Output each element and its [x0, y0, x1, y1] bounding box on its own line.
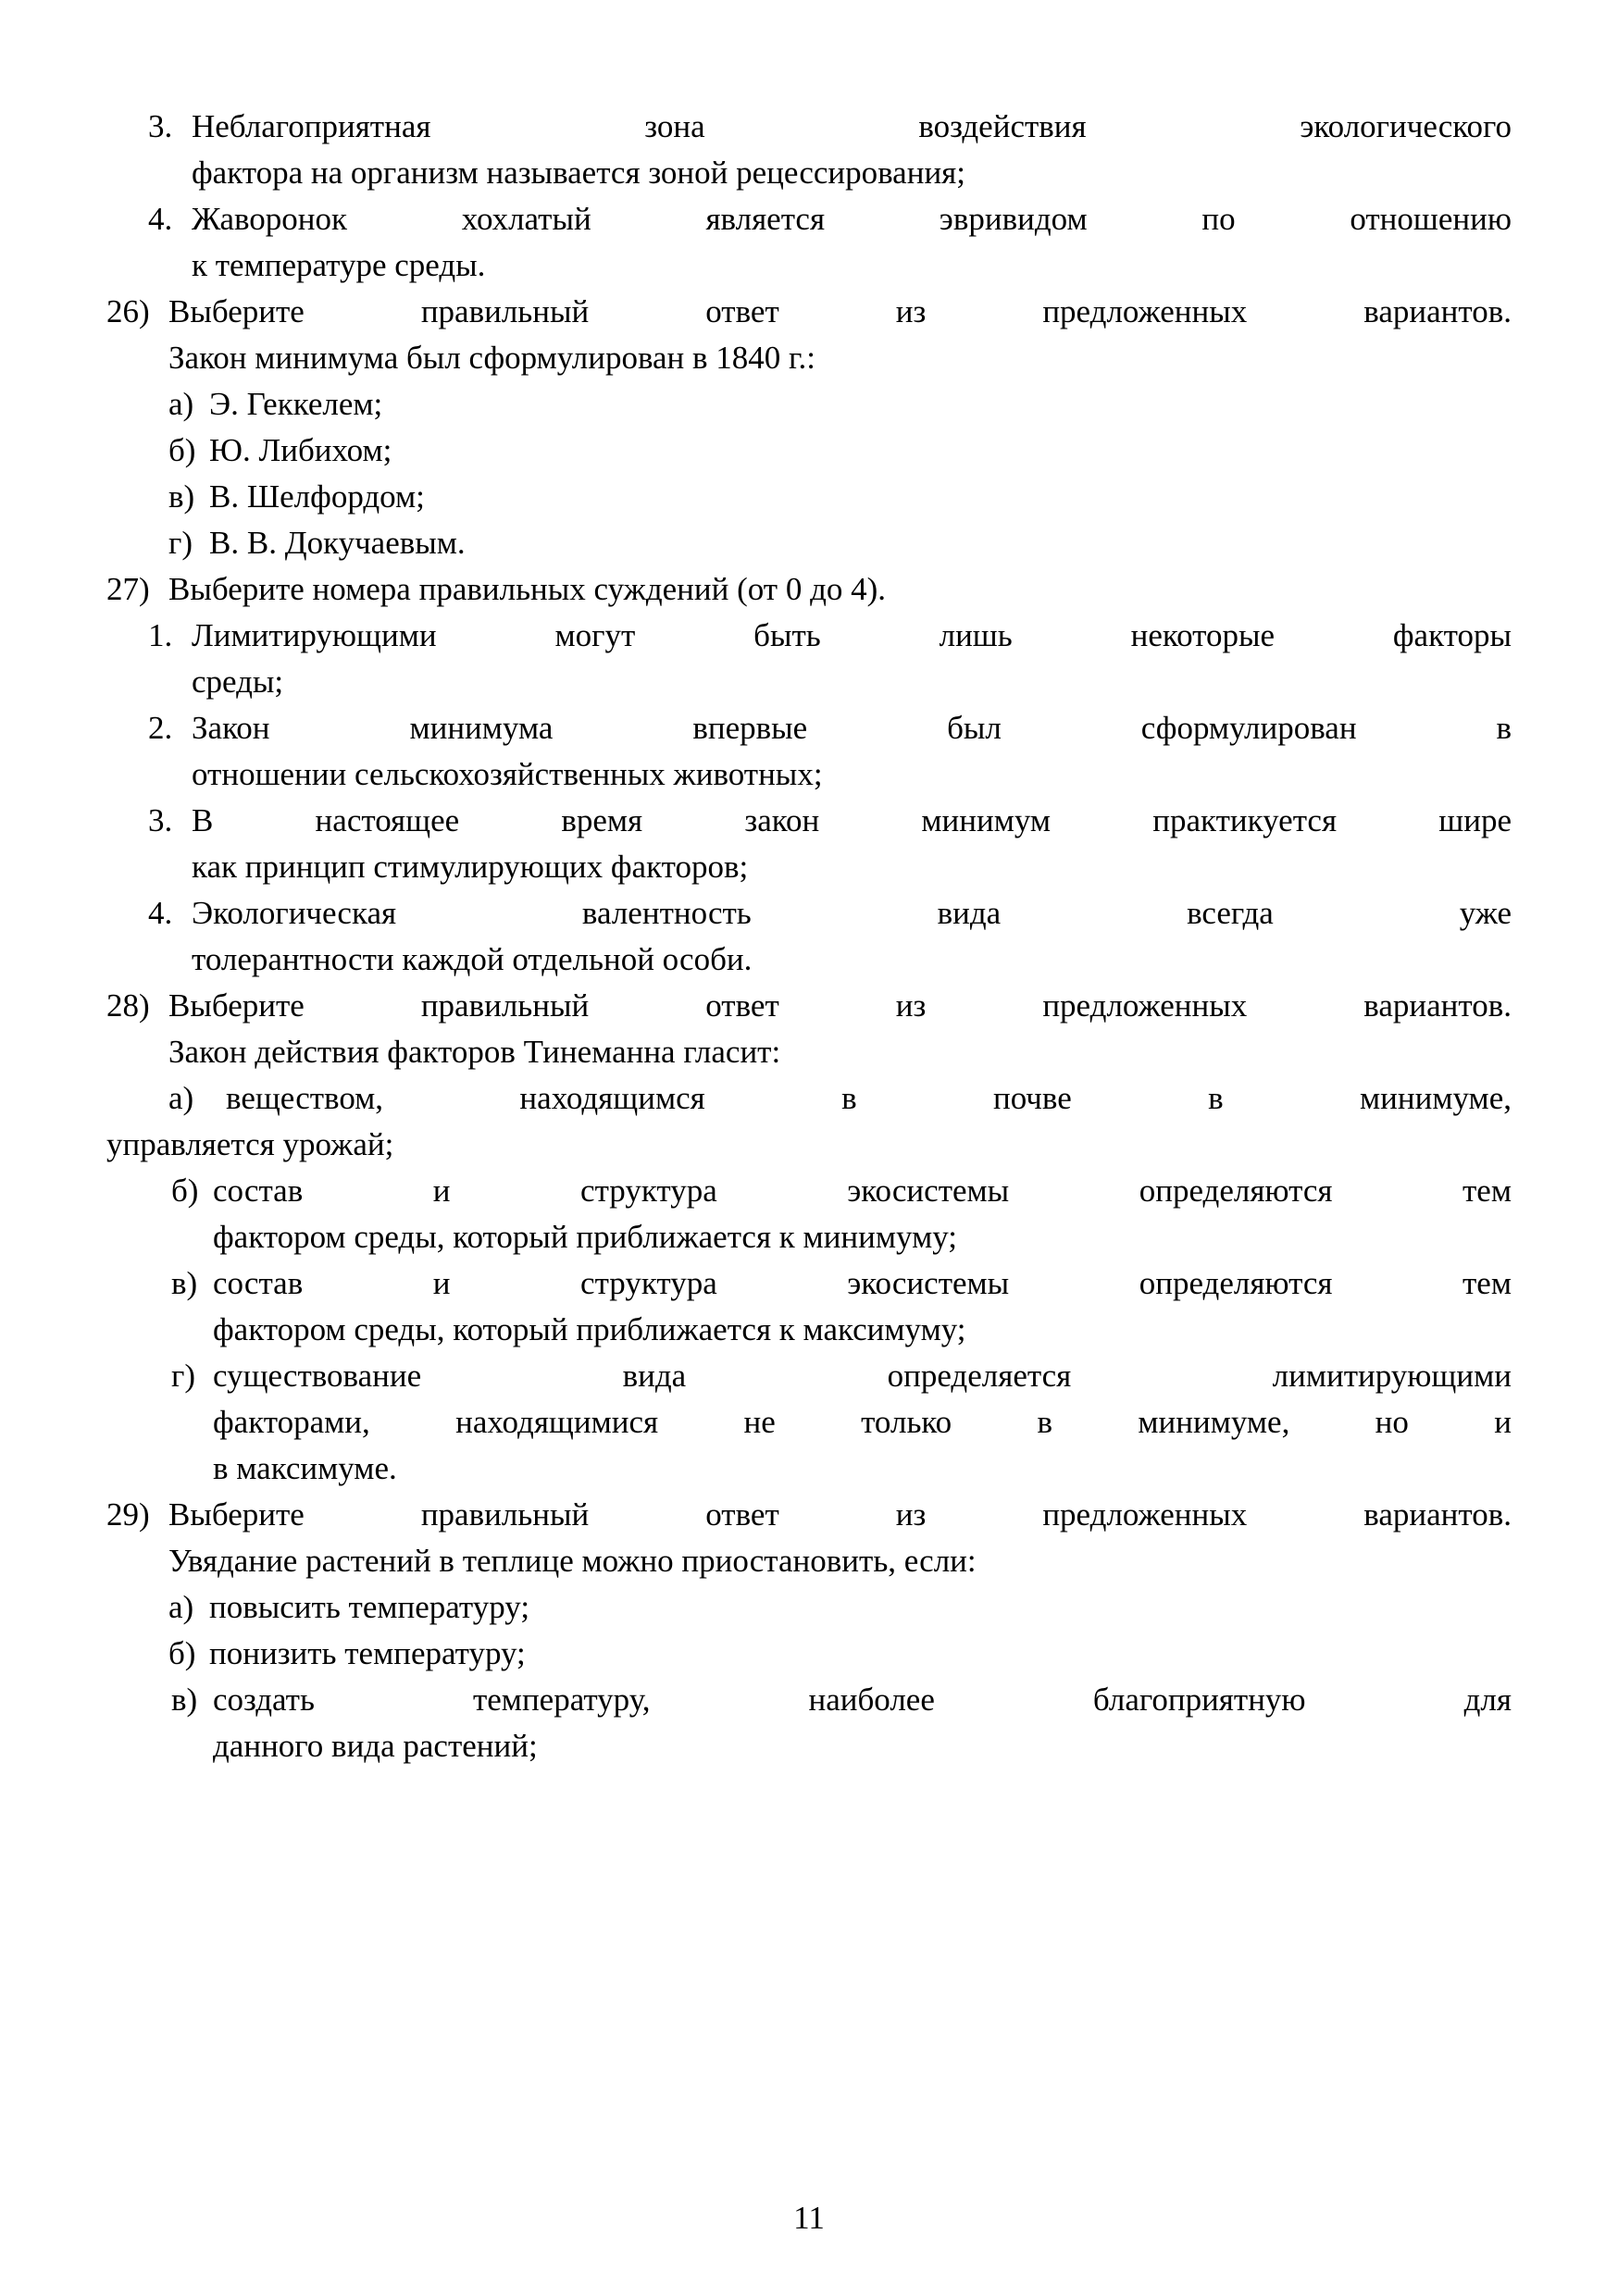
option-block: [106, 1075, 1512, 1168]
text-line: [106, 937, 1512, 983]
item-label: б): [168, 1635, 196, 1671]
option-block: [106, 1584, 1512, 1631]
line-text: В. В. Докучаевым.: [209, 525, 466, 561]
text-line: [106, 474, 1512, 520]
line-text: Жаворонок хохлатый является эвривидом по отношению: [192, 201, 1512, 237]
text-line: [106, 1260, 1512, 1307]
line-text: понизить температуру;: [209, 1635, 526, 1671]
item-label: в): [171, 1682, 198, 1718]
line-text: Неблагоприятная зона воздействия экологического: [192, 108, 1512, 144]
line-text: как принцип стимулирующих факторов;: [192, 849, 749, 885]
question-block: [106, 566, 1512, 613]
text-line: [106, 1307, 1512, 1353]
list-item-block: [106, 196, 1512, 289]
text-line: [106, 1122, 1512, 1168]
text-line: [106, 1631, 1512, 1677]
option-block: [106, 1260, 1512, 1353]
text-line: [106, 1723, 1512, 1769]
item-label: г): [171, 1358, 196, 1394]
item-label: а): [168, 1080, 194, 1116]
line-text: существование вида определяется лимитирующими: [213, 1358, 1512, 1394]
option-block: [106, 381, 1512, 428]
item-label: б): [171, 1173, 199, 1209]
item-label: б): [168, 432, 196, 468]
line-text: Ю. Либихом;: [209, 432, 392, 468]
text-line: [106, 890, 1512, 937]
line-text: отношении сельскохозяйственных животных;: [192, 756, 823, 792]
item-label: 27): [106, 571, 150, 607]
item-label: а): [168, 1589, 194, 1625]
item-label: 29): [106, 1496, 150, 1533]
item-label: 3.: [148, 802, 173, 838]
text-line: [106, 335, 1512, 381]
line-text: фактора на организм называется зоной рецессирования;: [192, 155, 966, 191]
text-line: [106, 983, 1512, 1029]
question-block: [106, 289, 1512, 381]
text-line: [106, 1538, 1512, 1584]
list-item-block: [106, 798, 1512, 890]
text-line: [106, 242, 1512, 289]
text-line: [106, 520, 1512, 566]
line-text: Выберите правильный ответ из предложенных вариантов.: [168, 293, 1512, 329]
item-label: 28): [106, 987, 150, 1024]
option-block: [106, 1168, 1512, 1260]
line-text: Э. Геккелем;: [209, 386, 383, 422]
page-number: 11: [793, 2200, 825, 2236]
text-line: [106, 1492, 1512, 1538]
list-item-block: [106, 104, 1512, 196]
line-text: Выберите правильный ответ из предложенных вариантов.: [168, 1496, 1512, 1533]
text-line: [106, 798, 1512, 844]
text-line: [106, 104, 1512, 150]
line-text: Закон действия факторов Тинеманна гласит:: [168, 1034, 781, 1070]
list-item-block: [106, 890, 1512, 983]
line-text: Выберите правильный ответ из предложенных вариантов.: [168, 987, 1512, 1024]
text-line: [106, 659, 1512, 705]
line-text: создать температуру, наиболее благоприятную для: [213, 1682, 1512, 1718]
option-block: [106, 1677, 1512, 1769]
line-text: Увядание растений в теплице можно приостановить, если:: [168, 1543, 977, 1579]
line-text: к температуре среды.: [192, 247, 486, 283]
line-text: Выберите номера правильных суждений (от 0 до 4).: [168, 571, 887, 607]
line-text: толерантности каждой отдельной особи.: [192, 941, 753, 977]
line-text: фактором среды, который приближается к максимуму;: [213, 1311, 966, 1347]
line-text: Закон минимума был сформулирован в 1840 г.:: [168, 340, 815, 376]
item-label: 3.: [148, 108, 173, 144]
text-line: [106, 1029, 1512, 1075]
line-text: управляется урожай;: [106, 1126, 394, 1162]
text-line: [106, 1168, 1512, 1214]
line-text: Лимитирующими могут быть лишь некоторые факторы: [192, 617, 1512, 653]
text-line: [106, 1446, 1512, 1492]
option-block: [106, 1631, 1512, 1677]
line-text: Экологическая валентность вида всегда уже: [192, 895, 1512, 931]
line-text: повысить температуру;: [209, 1589, 530, 1625]
text-line: [106, 289, 1512, 335]
line-text: фактором среды, который приближается к минимуму;: [213, 1219, 957, 1255]
item-label: 2.: [148, 710, 173, 746]
text-line: [106, 566, 1512, 613]
list-item-block: [106, 705, 1512, 798]
text-line: [106, 150, 1512, 196]
text-line: [106, 751, 1512, 798]
text-line: [106, 1353, 1512, 1399]
option-block: [106, 428, 1512, 474]
text-line: [106, 844, 1512, 890]
text-line: [106, 1584, 1512, 1631]
line-text: состав и структура экосистемы определяются тем: [213, 1265, 1512, 1301]
text-line: [106, 705, 1512, 751]
option-block: [106, 474, 1512, 520]
line-text: веществом, находящимся в почве в минимуме,: [226, 1080, 1512, 1116]
text-line: [106, 196, 1512, 242]
line-text: В настоящее время закон минимум практикуется шире: [192, 802, 1512, 838]
line-text: Закон минимума впервые был сформулирован в: [192, 710, 1512, 746]
text-line: [106, 1214, 1512, 1260]
option-block: [106, 520, 1512, 566]
item-label: 26): [106, 293, 150, 329]
question-block: [106, 983, 1512, 1075]
text-line: [106, 613, 1512, 659]
item-label: 1.: [148, 617, 173, 653]
line-text: состав и структура экосистемы определяются тем: [213, 1173, 1512, 1209]
option-block: [106, 1353, 1512, 1492]
line-text: среды;: [192, 664, 284, 700]
line-text: данного вида растений;: [213, 1728, 538, 1764]
item-label: г): [168, 525, 193, 561]
line-text: в максимуме.: [213, 1450, 397, 1486]
line-text: факторами, находящимися не только в минимуме, но и: [213, 1404, 1512, 1440]
text-line: [106, 381, 1512, 428]
text-line: [106, 1399, 1512, 1446]
list-item-block: [106, 613, 1512, 705]
line-text: В. Шелфордом;: [209, 478, 425, 515]
question-block: [106, 1492, 1512, 1584]
text-line: [106, 428, 1512, 474]
item-label: 4.: [148, 895, 173, 931]
item-label: в): [171, 1265, 198, 1301]
item-label: а): [168, 386, 194, 422]
item-label: в): [168, 478, 195, 515]
text-line: [106, 1075, 1512, 1122]
text-line: [106, 1677, 1512, 1723]
document-content: [106, 104, 1512, 1769]
item-label: 4.: [148, 201, 173, 237]
